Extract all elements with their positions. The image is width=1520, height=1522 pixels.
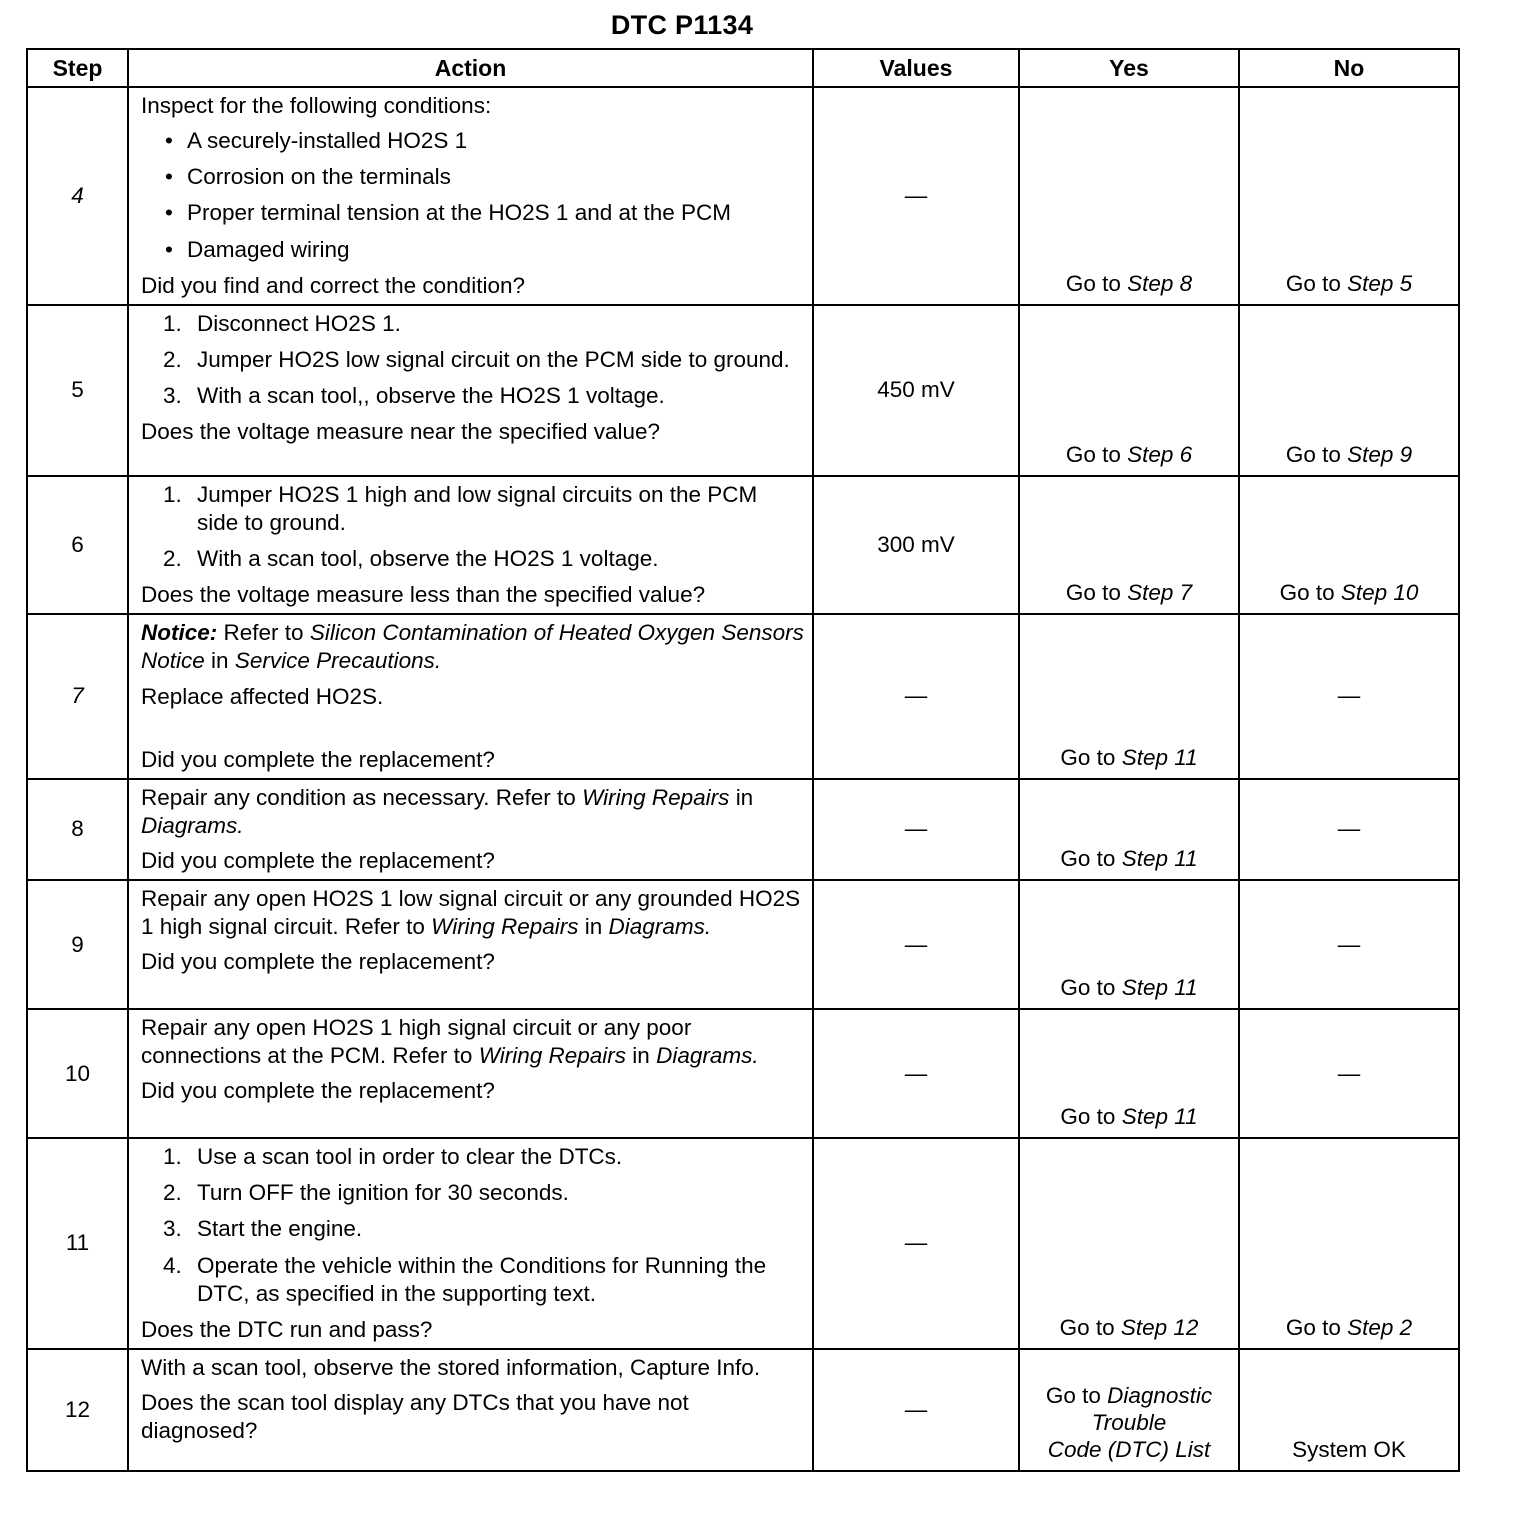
go-to-text: Go to xyxy=(1285,270,1341,296)
list-item: 2. Jumper HO2S low signal circuit on the PCM side to ground. xyxy=(163,346,790,372)
list-item: 4. Operate the vehicle within the Conditions for Running the DTC, as specified in the supporting text. xyxy=(163,1252,767,1306)
notice-label: Notice: xyxy=(141,620,218,646)
no-cell xyxy=(1239,476,1459,615)
list-item: 1. Jumper HO2S 1 high and low signal circuits on the PCM side to ground. xyxy=(163,481,758,535)
list-item: • A securely-installed HO2S 1 xyxy=(163,127,804,155)
step-link: Step 11 xyxy=(1121,1104,1198,1129)
list-item: 2. Turn OFF the ignition for 30 seconds. xyxy=(163,1180,569,1206)
table-row xyxy=(27,476,1459,615)
step-number: 10 xyxy=(27,1009,128,1138)
action-instruction: Repair any open HO2S 1 high signal circuit or any poor connections at the PCM. Refer to Wiring Repairs in Diagrams. xyxy=(141,1015,759,1069)
action-question: Does the scan tool display any DTCs that you have not diagnosed? xyxy=(141,1390,689,1444)
go-to-text: Go to xyxy=(1060,846,1116,871)
no-cell: — xyxy=(1239,1009,1459,1138)
step-link: Step 6 xyxy=(1127,441,1193,467)
table-row xyxy=(27,305,1459,476)
list-item: 1. Disconnect HO2S 1. xyxy=(163,310,401,336)
step-number: 7 xyxy=(27,614,128,779)
header-values: Values xyxy=(813,49,1019,87)
go-to-text: Go to xyxy=(1285,1314,1341,1340)
table-row xyxy=(27,87,1459,305)
go-to-text: Go to xyxy=(1065,580,1121,606)
value-cell: — xyxy=(813,1138,1019,1349)
action-cell xyxy=(128,1138,813,1349)
step-link: Step 9 xyxy=(1347,441,1413,467)
list-item: • Proper terminal tension at the HO2S 1 and at the PCM xyxy=(163,199,804,227)
header-no: No xyxy=(1239,49,1459,87)
yes-cell xyxy=(1019,614,1239,779)
yes-cell xyxy=(1019,476,1239,615)
action-question: Does the voltage measure less than the specified value? xyxy=(141,582,706,608)
value-cell: — xyxy=(813,779,1019,880)
yes-cell xyxy=(1019,1009,1239,1138)
notice-section: Service Precautions. xyxy=(234,648,442,674)
step-number: 6 xyxy=(27,476,128,615)
list-item: 3. Start the engine. xyxy=(163,1216,363,1242)
table-header-row xyxy=(27,49,1459,87)
value-cell: 300 mV xyxy=(813,476,1019,615)
action-cell xyxy=(128,614,813,779)
no-cell: — xyxy=(1239,779,1459,880)
go-to-text: Go to xyxy=(1279,580,1335,606)
table-row xyxy=(27,1349,1459,1471)
step-link: Step 11 xyxy=(1121,975,1198,1000)
value-cell: — xyxy=(813,1349,1019,1471)
go-to-text: Go to xyxy=(1060,975,1116,1000)
notice-text: Notice: Refer to Silicon Contamination of Heated Oxygen Sensors Notice in Service Precautions. xyxy=(141,620,804,674)
action-instruction: Replace affected HO2S. xyxy=(141,683,384,709)
value-cell: 450 mV xyxy=(813,305,1019,476)
no-cell xyxy=(1239,1138,1459,1349)
list-item: 1. Use a scan tool in order to clear the DTCs. xyxy=(163,1144,623,1170)
list-item: 3. With a scan tool,, observe the HO2S 1 voltage. xyxy=(163,383,665,408)
no-cell xyxy=(1239,305,1459,476)
yes-cell xyxy=(1019,880,1239,1009)
header-yes: Yes xyxy=(1019,49,1239,87)
yes-cell xyxy=(1019,1138,1239,1349)
procedure-list xyxy=(141,310,804,410)
action-question: Did you complete the replacement? xyxy=(141,949,495,975)
header-action: Action xyxy=(128,49,813,87)
value-cell: — xyxy=(813,87,1019,305)
no-cell: — xyxy=(1239,880,1459,1009)
action-instruction: With a scan tool, observe the stored information, Capture Info. xyxy=(141,1354,761,1380)
action-intro: Inspect for the following conditions: xyxy=(141,93,492,118)
diagnostic-table xyxy=(26,48,1460,1472)
value-cell: — xyxy=(813,1009,1019,1138)
value-cell: — xyxy=(813,614,1019,779)
step-number: 5 xyxy=(27,305,128,476)
dtc-list-reference: Go to Diagnostic Trouble Code (DTC) List xyxy=(1045,1382,1213,1462)
action-cell xyxy=(128,87,813,305)
action-cell xyxy=(128,305,813,476)
go-to-text: Go to xyxy=(1065,270,1121,296)
yes-cell xyxy=(1019,779,1239,880)
action-cell xyxy=(128,1009,813,1138)
action-question: Does the DTC run and pass? xyxy=(141,1316,433,1342)
step-link: Step 2 xyxy=(1347,1314,1413,1340)
action-question: Did you find and correct the condition? xyxy=(141,272,525,298)
table-row xyxy=(27,779,1459,880)
step-link: Step 11 xyxy=(1121,744,1198,770)
no-cell: System OK xyxy=(1239,1349,1459,1471)
condition-list xyxy=(141,127,804,264)
step-number: 12 xyxy=(27,1349,128,1471)
header-step: Step xyxy=(27,49,128,87)
procedure-list xyxy=(141,481,804,573)
go-to-text: Go to xyxy=(1060,744,1116,770)
action-instruction: Repair any open HO2S 1 low signal circuit or any grounded HO2S 1 high signal circuit. Refer to Wiring Repairs in Diagrams. xyxy=(141,886,801,940)
list-item: • Damaged wiring xyxy=(163,236,804,264)
step-number: 4 xyxy=(27,87,128,305)
step-number: 11 xyxy=(27,1138,128,1349)
list-item: 2. With a scan tool, observe the HO2S 1 voltage. xyxy=(163,546,659,571)
table-row xyxy=(27,880,1459,1009)
action-cell xyxy=(128,1349,813,1471)
list-item: • Corrosion on the terminals xyxy=(163,163,804,191)
value-cell: — xyxy=(813,880,1019,1009)
go-to-text: Go to xyxy=(1059,1314,1115,1340)
step-link: Step 11 xyxy=(1121,846,1198,871)
yes-cell xyxy=(1019,1349,1239,1471)
step-number: 9 xyxy=(27,880,128,1009)
action-instruction: Repair any condition as necessary. Refer to Wiring Repairs in Diagrams. xyxy=(141,784,754,838)
page-title: DTC P1134 xyxy=(610,10,754,40)
action-question: Did you complete the replacement? xyxy=(141,848,495,873)
no-cell xyxy=(1239,87,1459,305)
yes-cell xyxy=(1019,305,1239,476)
go-to-text: Go to xyxy=(1060,1104,1116,1129)
step-link: Step 7 xyxy=(1127,580,1193,606)
action-question: Did you complete the replacement? xyxy=(141,746,495,772)
step-link: Step 10 xyxy=(1340,580,1419,606)
yes-cell xyxy=(1019,87,1239,305)
action-question: Does the voltage measure near the specified value? xyxy=(141,419,661,445)
step-link: Step 8 xyxy=(1127,270,1193,296)
table-row xyxy=(27,1138,1459,1349)
go-to-text: Go to xyxy=(1285,441,1341,467)
no-cell: — xyxy=(1239,614,1459,779)
action-cell xyxy=(128,476,813,615)
table-row xyxy=(27,1009,1459,1138)
step-link: Step 12 xyxy=(1120,1314,1199,1340)
step-link: Step 5 xyxy=(1347,270,1413,296)
action-cell xyxy=(128,779,813,880)
table-row xyxy=(27,614,1459,779)
step-number: 8 xyxy=(27,779,128,880)
go-to-text: Go to xyxy=(1065,441,1121,467)
action-question: Did you complete the replacement? xyxy=(141,1078,495,1104)
action-cell xyxy=(128,880,813,1009)
procedure-list xyxy=(141,1143,804,1308)
notice-reference: Silicon Contamination of Heated Oxygen Sensors Notice xyxy=(141,620,804,674)
